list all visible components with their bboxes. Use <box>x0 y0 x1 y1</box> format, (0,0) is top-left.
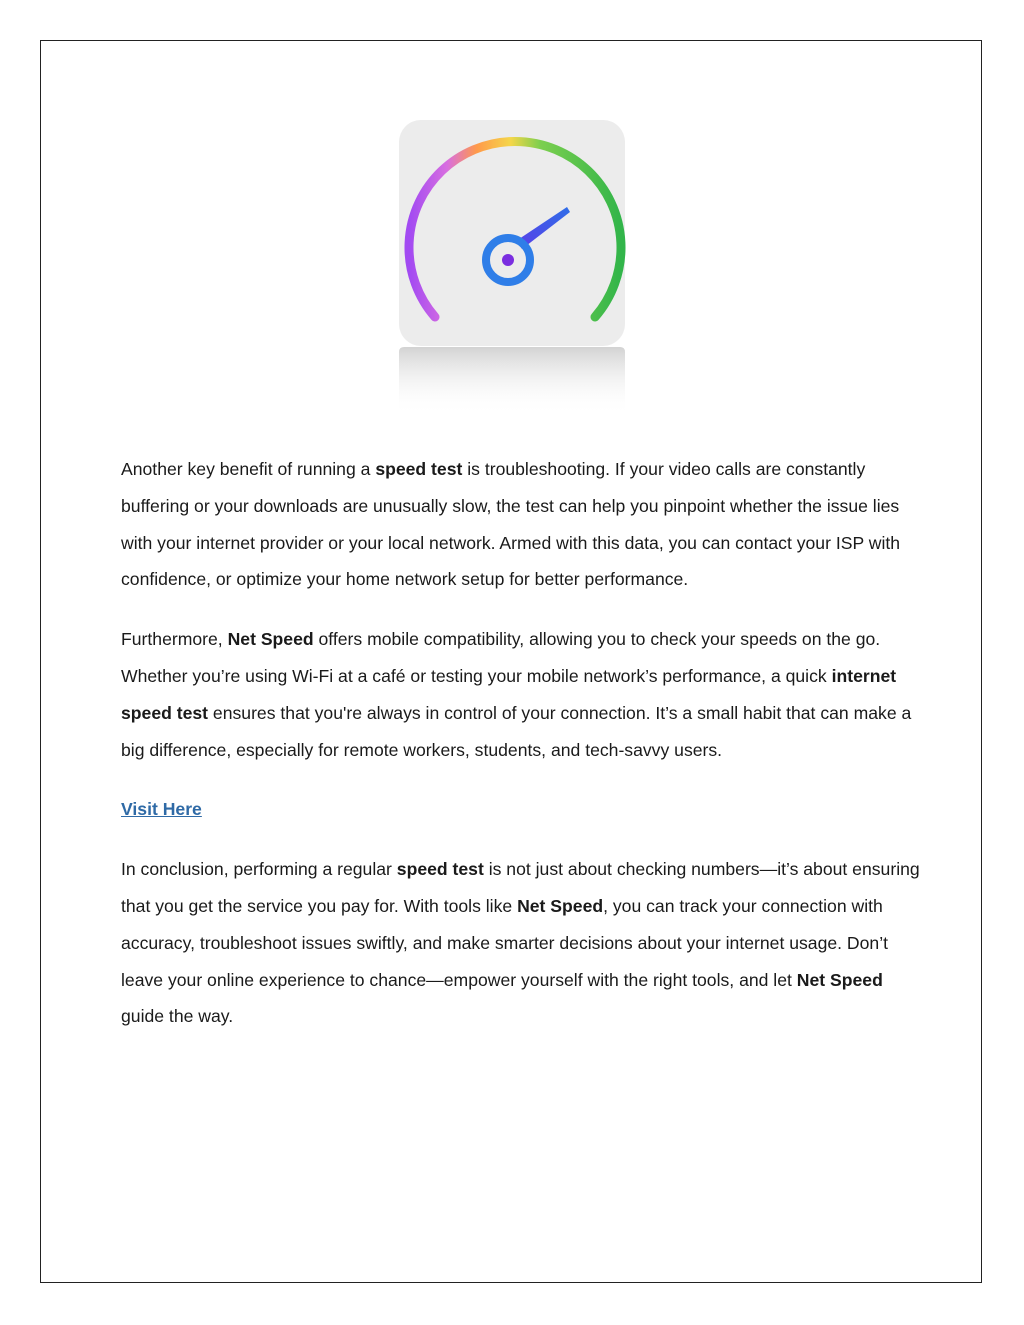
paragraph-text: offers mobile compatibility, allowing you to check your speeds on the go. Whether you’re using Wi-Fi at a café or testing your mobile network’s performance, a quick <box>121 629 881 686</box>
paragraph-text: Another key benefit of running a <box>121 459 376 479</box>
article-body <box>121 451 921 1058</box>
keyword-net-speed: Net Speed <box>227 629 314 650</box>
paragraph-text: is troubleshooting. If your video calls are constantly buffering or your downloads are unusually slow, the test can help you pinpoint whether the issue lies with your internet provider or your local network. Armed with this data, you can contact your ISP with confidence, or optimize your home network setup for better performance. <box>121 459 901 590</box>
keyword-internet-speed-test: internet speed test <box>121 665 897 723</box>
paragraph-text: Furthermore, <box>121 629 228 650</box>
paragraph-text: guide the way. <box>121 1006 234 1027</box>
paragraph-conclusion <box>121 851 921 1035</box>
keyword-net-speed: Net Speed <box>517 895 604 916</box>
speedometer-logo <box>398 119 626 419</box>
paragraph-text: In conclusion, performing a regular <box>121 859 397 880</box>
gauge-hub-center <box>502 254 514 266</box>
paragraph-text: , you can track your connection with accuracy, troubleshoot issues swiftly, and make smarter decisions about your internet usage. Don’t leave your online experience to chance—empower yourself with the right tools, and let <box>121 895 889 990</box>
visit-here-link[interactable]: Visit Here <box>121 799 202 820</box>
keyword-net-speed: Net Speed <box>796 969 883 990</box>
paragraph-troubleshooting <box>121 451 921 598</box>
paragraph-text: ensures that you're always in control of your connection. It’s a small habit that can make a big difference, especially for remote workers, students, and tech-savvy users. <box>121 702 912 760</box>
paragraph-text: is not just about checking numbers—it’s about ensuring that you get the service you pay for. With tools like <box>121 859 920 916</box>
paragraph-mobile <box>121 621 921 768</box>
link-paragraph <box>121 791 921 828</box>
speedometer-icon <box>398 119 626 419</box>
icon-reflection <box>399 347 625 415</box>
keyword-speed-test: speed test <box>375 459 463 479</box>
keyword-speed-test: speed test <box>396 859 484 880</box>
